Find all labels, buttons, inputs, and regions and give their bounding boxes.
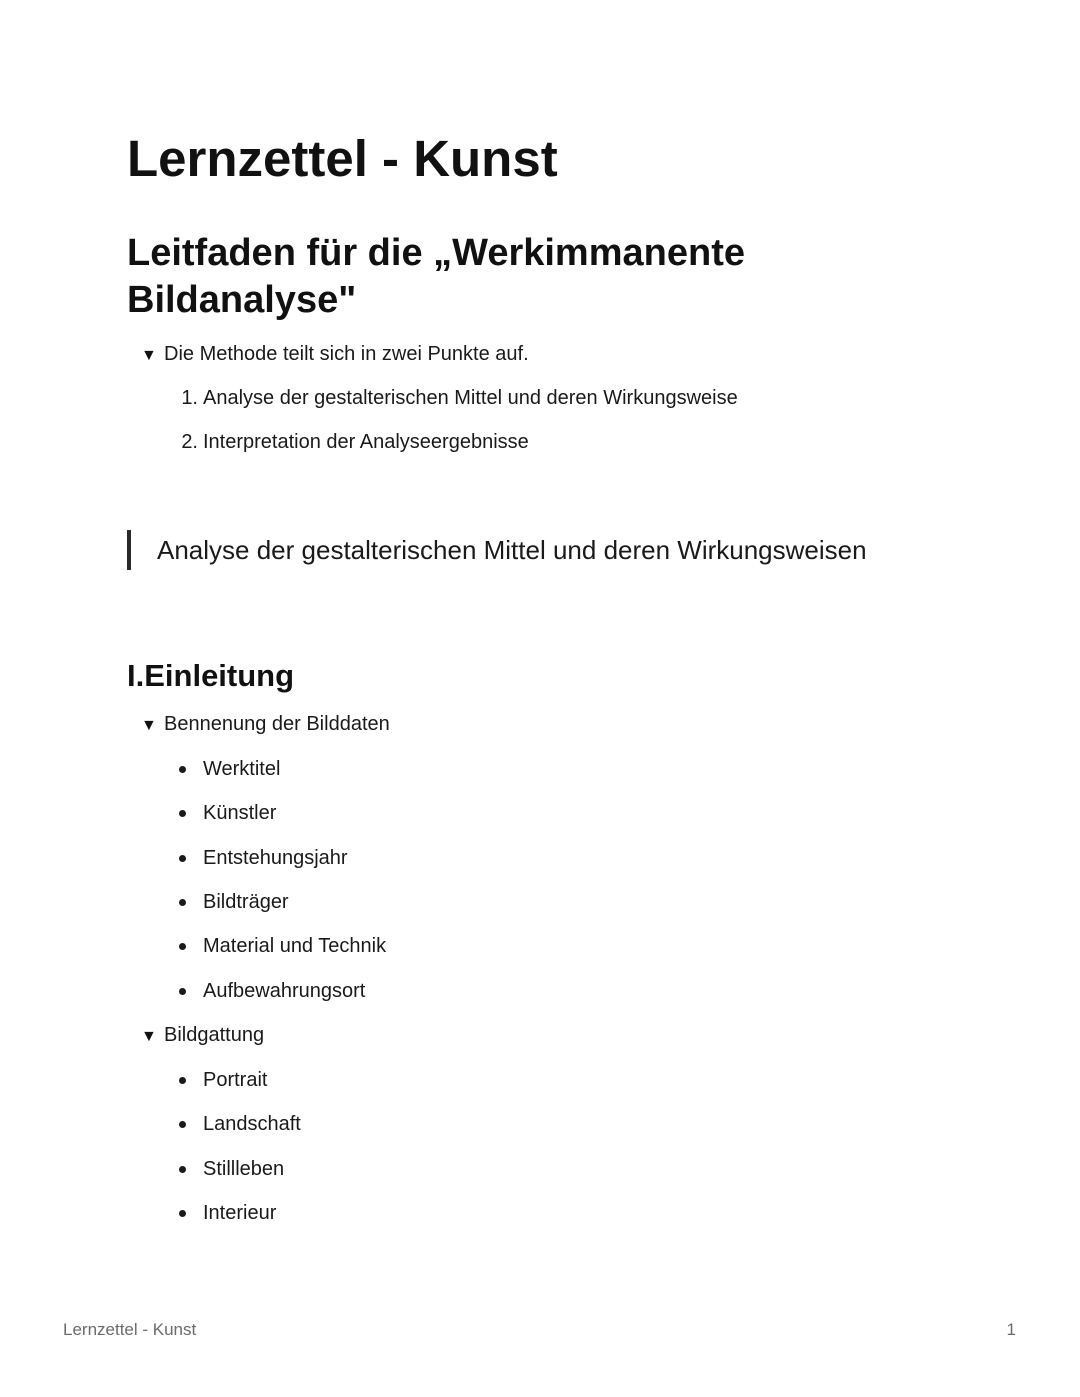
bullet-list-item bbox=[203, 755, 280, 783]
bullet-dot-icon bbox=[179, 810, 186, 817]
bullet-dot-icon bbox=[179, 943, 186, 950]
toggle-method-label: Die Methode teilt sich in zwei Punkte auf. bbox=[164, 343, 529, 365]
bullet-list-item bbox=[203, 977, 365, 1005]
toggle-method[interactable] bbox=[141, 340, 529, 370]
list-item-text: Bildträger bbox=[203, 891, 289, 913]
list-item-text: Landschaft bbox=[203, 1113, 301, 1135]
quote-block: Analyse der gestalterischen Mittel und deren Wirkungsweisen bbox=[127, 530, 867, 570]
bullet-list-item bbox=[203, 888, 289, 916]
bullet-dot-icon bbox=[179, 1166, 186, 1173]
toggle-bildgattung[interactable] bbox=[141, 1021, 264, 1051]
bullet-list-item bbox=[203, 799, 276, 827]
footer-title: Lernzettel - Kunst bbox=[63, 1320, 197, 1339]
list-item-text: Werktitel bbox=[203, 758, 281, 780]
list-item-text: Aufbewahrungsort bbox=[203, 980, 366, 1002]
list-item-text: Interpretation der Analyseergebnisse bbox=[203, 431, 529, 453]
bullet-list-item bbox=[203, 844, 348, 872]
list-item-text: Material und Technik bbox=[203, 935, 387, 957]
list-number: 2. bbox=[181, 431, 198, 453]
triangle-down-icon[interactable]: ▼ bbox=[141, 1028, 157, 1045]
footer-page-number: 1 bbox=[1006, 1320, 1016, 1339]
bullet-dot-icon bbox=[179, 899, 186, 906]
bullet-list-item bbox=[203, 932, 386, 960]
bullet-list-item bbox=[203, 1066, 267, 1094]
bullet-list-item bbox=[203, 1199, 276, 1227]
bullet-dot-icon bbox=[179, 1210, 186, 1217]
bullet-dot-icon bbox=[179, 988, 186, 995]
page-title: Lernzettel - Kunst bbox=[127, 130, 558, 187]
bullet-dot-icon bbox=[179, 1077, 186, 1084]
triangle-down-icon[interactable]: ▼ bbox=[141, 717, 157, 734]
list-item-text: Analyse der gestalterischen Mittel und deren Wirkungsweise bbox=[203, 387, 738, 409]
section-heading: I.Einleitung bbox=[127, 658, 295, 693]
bullet-list-item bbox=[203, 1155, 284, 1183]
list-item-text: Künstler bbox=[203, 802, 277, 824]
numbered-list-item bbox=[181, 428, 529, 456]
numbered-list-item bbox=[181, 384, 738, 412]
bullet-dot-icon bbox=[179, 1121, 186, 1128]
bullet-list-item bbox=[203, 1110, 301, 1138]
bullet-dot-icon bbox=[179, 766, 186, 773]
page-subtitle: Leitfaden für die „Werkimmanente Bildanalyse" bbox=[127, 232, 745, 321]
list-item-text: Entstehungsjahr bbox=[203, 847, 348, 869]
list-item-text: Interieur bbox=[203, 1202, 277, 1224]
toggle-bilddaten[interactable] bbox=[141, 710, 390, 740]
list-item-text: Stillleben bbox=[203, 1158, 285, 1180]
triangle-down-icon[interactable]: ▼ bbox=[141, 347, 157, 364]
list-item-text: Portrait bbox=[203, 1069, 268, 1091]
list-number: 1. bbox=[181, 387, 198, 409]
bullet-dot-icon bbox=[179, 855, 186, 862]
toggle-bildgattung-label: Bildgattung bbox=[164, 1024, 265, 1046]
toggle-bilddaten-label: Bennenung der Bilddaten bbox=[164, 713, 390, 735]
